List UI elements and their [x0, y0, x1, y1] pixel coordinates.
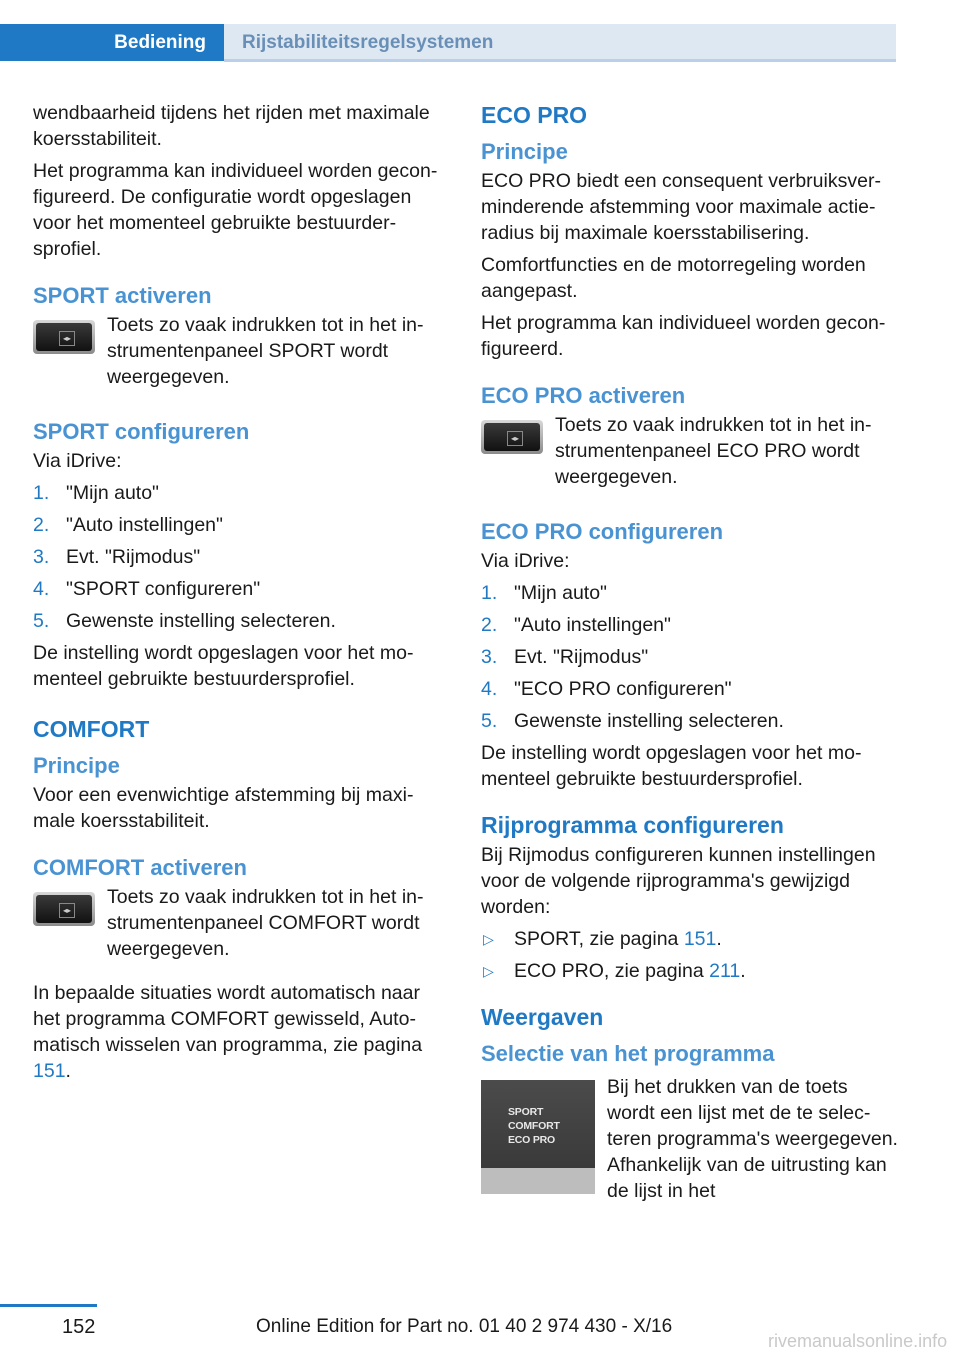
list-item: 3. Evt. "Rijmodus" — [481, 646, 649, 668]
selectie-text: Bij het drukken van de toets wordt een lijst met de te selecteren programma's weergegeven. Afhankelijk van de uitrusting kan de lijst in het — [607, 1076, 898, 1202]
comfort-activeren-block — [33, 884, 449, 962]
screen-item-comfort: COMFORT — [508, 1120, 560, 1132]
eco-configureren-heading: ECO PRO configureren — [481, 519, 724, 544]
list-item: 2. "Auto instellingen" — [33, 514, 223, 536]
sport-configureren-heading: SPORT configureren — [33, 419, 250, 444]
eco-pro-heading: ECO PRO — [481, 102, 588, 128]
list-item: 5. Gewenste instelling selecteren. — [481, 710, 784, 732]
list-item: ▷ SPORT, zie pagina 151. — [483, 928, 722, 950]
eco-conf-after: De instelling wordt opgeslagen voor het momenteel gebruikte bestuurdersprofiel. — [481, 742, 862, 790]
selectie-block — [481, 1074, 899, 1204]
comfort-auto-text: In bepaalde situaties wordt automatisch naar het programma COMFORT gewisseld, Automatisch wisselen van programma, zie pagina 151. — [33, 982, 423, 1082]
right-column — [481, 100, 899, 1204]
mode-button-icon: ◂▸ — [33, 320, 95, 354]
eco-principe-text-1: ECO PRO biedt een consequent verbruiksverminderende afstemming voor maximale actieradius bij maximale koersstabilisering. — [481, 170, 881, 244]
comfort-principe-heading: Principe — [33, 753, 120, 778]
eco-via-idrive: Via iDrive: — [481, 550, 570, 572]
comfort-principe-text: Voor een evenwichtige afstemming bij maximale koersstabiliteit. — [33, 784, 414, 832]
rijprogramma-heading: Rijprogramma configureren — [481, 812, 784, 838]
eco-activeren-block — [481, 412, 899, 490]
rijprogramma-list — [481, 926, 899, 984]
page-link[interactable]: 151 — [33, 1060, 66, 1082]
program-display-image — [481, 1080, 595, 1194]
page-link[interactable]: 151 — [683, 928, 717, 950]
list-item: 5. Gewenste instelling selecteren. — [33, 610, 336, 632]
list-item: 2. "Auto instellingen" — [481, 614, 671, 636]
eco-steps-list — [481, 580, 899, 734]
sport-activeren-heading: SPORT activeren — [33, 283, 212, 308]
triangle-right-icon: ▷ — [483, 931, 494, 947]
weergaven-heading: Weergaven — [481, 1004, 604, 1030]
edition-note: Online Edition for Part no. 01 40 2 974 430 - X/16 — [256, 1316, 673, 1337]
selectie-heading: Selectie van het programma — [481, 1041, 775, 1066]
list-item: 1. "Mijn auto" — [33, 482, 159, 504]
sport-steps-list — [33, 480, 449, 634]
list-item: 4. "SPORT configureren" — [33, 578, 261, 600]
watermark: rivemanualsonline.info — [768, 1331, 948, 1351]
sport-activeren-block — [33, 312, 449, 390]
eco-principe-text-2: Comfortfuncties en de motorregeling worden aangepast. — [481, 254, 866, 302]
tab-bediening[interactable] — [0, 24, 224, 61]
page-link[interactable]: 211 — [709, 960, 741, 982]
comfort-activeren-heading: COMFORT activeren — [33, 855, 247, 880]
comfort-activeren-text: Toets zo vaak indrukken tot in het instrumentenpaneel COMFORT wordt weergegeven. — [107, 886, 424, 960]
list-item: 3. Evt. "Rijmodus" — [33, 546, 201, 568]
intro-paragraph-2: Het programma kan individueel worden geconfigureerd. De configuratie wordt opgeslagen voor het momenteel gebruikte bestuurdersprofiel. — [33, 160, 438, 260]
triangle-right-icon: ▷ — [483, 963, 494, 979]
eco-principe-heading: Principe — [481, 139, 568, 164]
tab-rijstabiliteitsregelsystemen-label: Rijstabiliteitsregelsystemen — [242, 31, 494, 53]
screen-item-sport: SPORT — [508, 1106, 544, 1118]
left-column — [33, 100, 449, 1090]
eco-principe-text-3: Het programma kan individueel worden geconfigureerd. — [481, 312, 886, 360]
eco-activeren-text: Toets zo vaak indrukken tot in het instrumentenpaneel ECO PRO wordt weergegeven. — [555, 414, 872, 488]
tab-rijstabiliteitsregelsystemen[interactable] — [224, 24, 896, 61]
page-number: 152 — [62, 1316, 96, 1338]
header-divider — [224, 59, 896, 62]
rijprogramma-text: Bij Rijmodus configureren kunnen instellingen voor de volgende rijprogramma's gewijzigd worden: — [481, 844, 876, 918]
intro-paragraph-1: wendbaarheid tijdens het rijden met maximale koersstabiliteit. — [33, 102, 430, 150]
mode-button-icon: ◂▸ — [33, 892, 95, 926]
mode-button-icon: ◂▸ — [481, 420, 543, 454]
sport-via-idrive: Via iDrive: — [33, 450, 122, 472]
footer-divider — [0, 1304, 97, 1307]
sport-conf-after: De instelling wordt opgeslagen voor het momenteel gebruikte bestuurdersprofiel. — [33, 642, 414, 690]
screen-item-eco-pro: ECO PRO — [508, 1134, 556, 1146]
sport-activeren-text: Toets zo vaak indrukken tot in het instrumentenpaneel SPORT wordt weergegeven. — [107, 314, 424, 388]
tab-bediening-label: Bediening — [114, 31, 206, 53]
list-item: 4. "ECO PRO configureren" — [481, 678, 732, 700]
eco-activeren-heading: ECO PRO activeren — [481, 383, 686, 408]
list-item: 1. "Mijn auto" — [481, 582, 607, 604]
comfort-heading: COMFORT — [33, 716, 150, 742]
list-item: ▷ ECO PRO, zie pagina 211. — [483, 960, 746, 982]
